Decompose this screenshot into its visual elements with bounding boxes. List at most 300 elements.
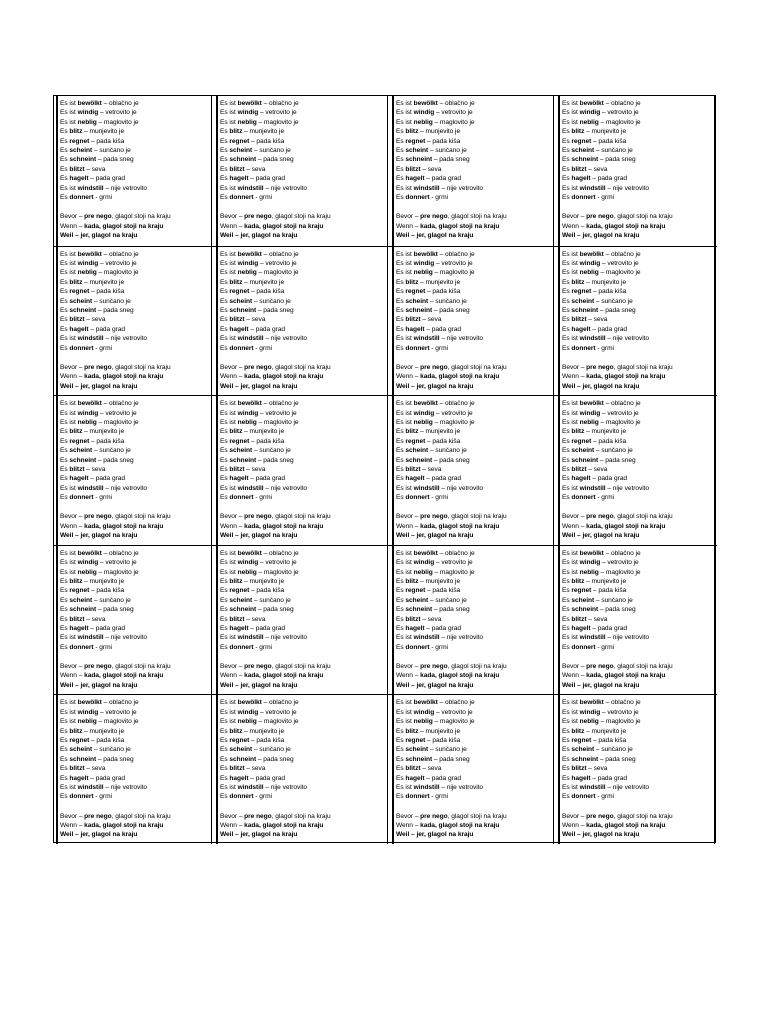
conjunction-meaning: jer, glagol na kraju <box>240 831 298 839</box>
vocab-card <box>390 395 556 545</box>
spacer <box>220 652 386 662</box>
conjunction-rest: , glagol stoji na kraju <box>447 513 507 521</box>
conjunction-rest: , glagol stoji na kraju <box>111 513 171 521</box>
phrase-translation: – nije vetrovito <box>263 484 308 492</box>
phrase-prefix: Es <box>562 625 572 633</box>
phrase-prefix: Es <box>60 475 70 483</box>
phrase-prefix: Es ist <box>220 568 238 576</box>
phrase-prefix: Es <box>562 475 572 483</box>
weather-phrase <box>562 409 713 418</box>
weather-phrase <box>396 633 552 642</box>
conjunction-rule <box>562 662 713 671</box>
phrase-prefix: Es ist <box>220 484 238 492</box>
phrase-translation: – seva <box>244 165 266 173</box>
phrase-term: windstill <box>413 634 440 642</box>
phrase-term: windig <box>413 708 435 716</box>
weather-phrase <box>396 484 552 493</box>
vocab-card <box>214 96 390 246</box>
phrase-translation: – maglovito je <box>598 419 641 426</box>
phrase-prefix: Es <box>60 587 70 595</box>
phrase-translation: – sunčano je <box>594 746 633 754</box>
conjunction-rest: , glagol stoji na kraju <box>613 812 673 820</box>
phrase-translation: – munjevito je <box>418 578 461 585</box>
conjunction-meaning: jer, glagol na kraju <box>582 232 640 240</box>
weather-phrase <box>220 174 386 183</box>
phrase-translation: – nije vetrovito <box>439 784 484 792</box>
conjunction-meaning: jer, glagol na kraju <box>240 681 298 689</box>
conjunction-rest: , glagol stoji na kraju <box>434 522 500 530</box>
phrase-translation: – pada sneg <box>256 456 294 464</box>
weather-phrase <box>60 764 210 773</box>
phrase-translation: – vetrovito je <box>258 708 297 716</box>
conjunction-dash: – <box>578 373 587 381</box>
weather-phrase <box>562 250 713 259</box>
phrase-term: regnet <box>571 288 592 296</box>
weather-phrase <box>60 399 210 408</box>
spacer <box>220 202 386 212</box>
phrase-prefix: Es ist <box>60 409 78 417</box>
phrase-term: schneint <box>229 606 257 614</box>
conjunction-word: Weil <box>220 681 234 689</box>
phrase-term: hagelt <box>69 325 89 333</box>
phrase-translation: – pada kiša <box>249 437 285 445</box>
conjunction-meaning: kada <box>420 822 435 830</box>
conjunction-dash: – <box>575 532 583 540</box>
vocab-card <box>390 694 556 844</box>
weather-phrase <box>60 493 210 502</box>
phrase-term: blitzt <box>571 165 587 173</box>
weather-phrase <box>562 108 713 117</box>
phrase-translation: - grmi <box>429 793 448 801</box>
weather-phrase <box>220 108 386 117</box>
vocab-card <box>54 395 214 545</box>
conjunction-rest: , glagol stoji na kraju <box>613 363 673 371</box>
phrase-translation: – sunčano je <box>252 746 291 754</box>
conjunction-dash: – <box>76 672 85 680</box>
phrase-prefix: Es ist <box>396 708 414 716</box>
weather-phrase <box>396 409 552 418</box>
weather-phrase <box>562 456 713 465</box>
conjunction-meaning: kada <box>244 222 259 230</box>
phrase-term: hagelt <box>229 625 249 633</box>
phrase-translation: – pada kiša <box>591 587 627 595</box>
weather-phrase <box>220 278 386 287</box>
phrase-translation: – vetrovito je <box>258 260 297 267</box>
conjunction-rule <box>396 821 552 830</box>
phrase-prefix: Es ist <box>220 118 238 126</box>
weather-phrase <box>396 558 552 567</box>
conjunction-meaning: kada <box>244 373 259 381</box>
conjunction-meaning: pre nego <box>84 363 112 371</box>
phrase-term: blitz <box>69 278 83 286</box>
phrase-translation: – nije vetrovito <box>439 184 484 192</box>
phrase-prefix: Es <box>562 137 572 145</box>
phrase-translation: – seva <box>84 615 106 623</box>
conjunction-rule <box>60 363 210 372</box>
weather-phrase <box>562 315 713 324</box>
weather-phrase <box>60 427 210 436</box>
phrase-term: bewölkt <box>579 549 604 557</box>
phrase-translation: – maglovito je <box>96 568 139 576</box>
phrase-prefix: Es <box>60 137 70 145</box>
phrase-term: bewölkt <box>413 549 438 557</box>
conjunction-dash: – <box>412 363 421 371</box>
conjunction-rest: , glagol stoji na kraju <box>111 812 171 820</box>
phrase-translation: – oblačno je <box>261 400 299 408</box>
weather-phrase <box>562 549 713 558</box>
conjunction-word: Wenn <box>60 522 77 530</box>
phrase-prefix: Es <box>60 297 70 305</box>
conjunction-dash: – <box>236 663 245 671</box>
weather-phrase <box>60 334 210 343</box>
phrase-prefix: Es <box>562 278 572 286</box>
weather-phrase <box>220 399 386 408</box>
phrase-translation: - grmi <box>429 643 448 651</box>
phrase-translation: – seva <box>244 615 266 623</box>
phrase-term: blitz <box>405 727 419 735</box>
weather-phrase <box>60 698 210 707</box>
conjunction-word: Weil <box>562 232 576 240</box>
conjunction-rest: , glagol stoji na kraju <box>258 522 324 530</box>
conjunction-rule <box>396 222 552 231</box>
phrase-prefix: Es <box>396 307 406 315</box>
phrase-translation: – pada sneg <box>598 606 636 614</box>
conjunction-word: Bevor <box>396 812 413 820</box>
conjunction-word: Wenn <box>220 672 237 680</box>
weather-phrase <box>396 764 552 773</box>
phrase-prefix: Es <box>562 494 572 502</box>
conjunction-meaning: kada <box>84 222 99 230</box>
phrase-term: hagelt <box>69 475 89 483</box>
phrase-prefix: Es <box>220 447 230 455</box>
phrase-translation: – seva <box>84 466 106 474</box>
conjunction-word: Weil <box>60 831 74 839</box>
phrase-prefix: Es ist <box>220 419 238 426</box>
phrase-prefix: Es ist <box>396 559 414 567</box>
phrase-translation: – munjevito je <box>242 278 285 286</box>
phrase-prefix: Es <box>562 175 572 183</box>
conjunction-rule <box>220 531 386 540</box>
phrase-translation: – sunčano je <box>92 147 131 155</box>
weather-phrase <box>220 306 386 315</box>
phrase-term: regnet <box>69 137 90 145</box>
phrase-term: schneint <box>405 156 433 164</box>
conjunction-word: Weil <box>396 831 410 839</box>
weather-phrase <box>396 474 552 483</box>
conjunction-rule <box>396 681 552 690</box>
conjunction-meaning: pre nego <box>244 213 272 221</box>
phrase-prefix: Es <box>60 615 70 623</box>
phrase-translation: – oblačno je <box>261 549 299 557</box>
weather-phrase <box>562 727 713 736</box>
phrase-term: blitz <box>229 578 243 585</box>
weather-phrase <box>60 344 210 353</box>
phrase-translation: – seva <box>84 765 106 773</box>
conjunction-rule <box>60 212 210 221</box>
conjunction-meaning: kada <box>84 672 99 680</box>
phrase-prefix: Es ist <box>562 549 580 557</box>
conjunction-rest: , glagol stoji na kraju <box>258 373 324 381</box>
weather-phrase <box>396 268 552 277</box>
phrase-term: neblig <box>579 269 599 277</box>
spacer <box>562 802 713 812</box>
phrase-translation: – sunčano je <box>594 147 633 155</box>
weather-phrase <box>396 193 552 202</box>
conjunction-word: Weil <box>220 382 234 390</box>
phrase-prefix: Es ist <box>220 260 238 267</box>
phrase-translation: – pada sneg <box>598 307 636 315</box>
phrase-term: windig <box>579 260 601 267</box>
weather-phrase <box>60 437 210 446</box>
phrase-term: bewölkt <box>579 699 604 707</box>
phrase-prefix: Es <box>220 606 230 614</box>
phrase-term: bewölkt <box>237 549 262 557</box>
conjunction-meaning: jer, glagol na kraju <box>80 382 138 390</box>
conjunction-dash: – <box>409 232 417 240</box>
conjunction-meaning: pre nego <box>244 663 272 671</box>
weather-phrase <box>220 484 386 493</box>
phrase-term: schneint <box>229 755 257 763</box>
phrase-term: regnet <box>69 737 90 744</box>
phrase-term: hagelt <box>571 774 591 782</box>
phrase-term: bewölkt <box>237 100 262 107</box>
weather-phrase <box>562 736 713 745</box>
vocab-card <box>556 395 717 545</box>
phrase-translation: – pada kiša <box>425 587 461 595</box>
phrase-prefix: Es <box>562 587 572 595</box>
conjunction-rule <box>562 512 713 521</box>
conjunction-word: Bevor <box>220 513 237 521</box>
conjunction-word: Weil <box>396 382 410 390</box>
conjunction-meaning: kada <box>586 672 601 680</box>
phrase-prefix: Es <box>396 587 406 595</box>
phrase-prefix: Es <box>220 765 230 773</box>
weather-phrase <box>60 717 210 726</box>
vocab-card <box>556 545 717 695</box>
phrase-translation: – pada sneg <box>256 755 294 763</box>
phrase-translation: – nije vetrovito <box>605 634 650 642</box>
weather-phrase <box>60 127 210 136</box>
phrase-term: schneint <box>405 606 433 614</box>
phrase-translation: – vetrovito je <box>600 409 639 417</box>
phrase-term: donnert <box>229 494 254 502</box>
phrase-translation: – oblačno je <box>603 699 641 707</box>
weather-phrase <box>220 755 386 764</box>
phrase-term: neblig <box>77 568 97 576</box>
conjunction-meaning: kada <box>586 822 601 830</box>
vocab-card <box>390 246 556 396</box>
phrase-translation: – vetrovito je <box>258 409 297 417</box>
phrase-translation: – sunčano je <box>428 147 467 155</box>
weather-phrase <box>220 137 386 146</box>
phrase-prefix: Es ist <box>562 784 580 792</box>
phrase-translation: – sunčano je <box>428 746 467 754</box>
conjunction-rule <box>396 363 552 372</box>
phrase-translation: – sunčano je <box>92 297 131 305</box>
phrase-term: schneint <box>69 755 97 763</box>
phrase-translation: – pada grad <box>424 175 461 183</box>
conjunction-rule <box>396 522 552 531</box>
phrase-prefix: Es ist <box>220 100 238 107</box>
phrase-translation: – pada grad <box>88 325 125 333</box>
phrase-prefix: Es <box>396 765 406 773</box>
phrase-prefix: Es ist <box>220 559 238 567</box>
phrase-prefix: Es <box>562 727 572 735</box>
phrase-prefix: Es <box>60 793 70 801</box>
conjunction-meaning: kada <box>244 522 259 530</box>
phrase-translation: – pada grad <box>88 774 125 782</box>
phrase-term: donnert <box>69 344 94 352</box>
phrase-term: neblig <box>579 118 599 126</box>
weather-phrase <box>220 474 386 483</box>
conjunction-rest: , glagol stoji na kraju <box>613 213 673 221</box>
weather-phrase <box>396 344 552 353</box>
weather-phrase <box>562 399 713 408</box>
phrase-prefix: Es <box>60 165 70 173</box>
conjunction-rest: , glagol stoji na kraju <box>271 213 331 221</box>
phrase-translation: - grmi <box>595 643 614 651</box>
phrase-translation: - grmi <box>595 494 614 502</box>
phrase-translation: – oblačno je <box>101 100 139 107</box>
conjunction-rest: , glagol stoji na kraju <box>111 363 171 371</box>
phrase-prefix: Es ist <box>220 400 238 408</box>
conjunction-meaning: jer, glagol na kraju <box>80 681 138 689</box>
weather-phrase <box>396 577 552 586</box>
phrase-translation: – nije vetrovito <box>439 335 484 343</box>
conjunction-dash: – <box>76 213 85 221</box>
weather-phrase <box>60 137 210 146</box>
phrase-prefix: Es <box>60 344 70 352</box>
phrase-term: hagelt <box>229 175 249 183</box>
phrase-prefix: Es <box>60 606 70 614</box>
phrase-translation: – maglovito je <box>256 419 299 426</box>
weather-phrase <box>220 568 386 577</box>
phrase-term: schneint <box>405 755 433 763</box>
phrase-term: neblig <box>413 269 433 277</box>
conjunction-meaning: pre nego <box>244 513 272 521</box>
vocab-card <box>390 545 556 695</box>
phrase-prefix: Es ist <box>60 568 78 576</box>
phrase-translation: – pada sneg <box>432 755 470 763</box>
phrase-term: donnert <box>229 344 254 352</box>
conjunction-meaning: jer, glagol na kraju <box>582 532 640 540</box>
phrase-term: schneint <box>405 456 433 464</box>
phrase-term: donnert <box>69 643 94 651</box>
phrase-translation: – oblačno je <box>261 100 299 107</box>
conjunction-meaning: jer, glagol na kraju <box>416 681 474 689</box>
phrase-term: scheint <box>229 447 253 455</box>
phrase-prefix: Es <box>396 746 406 754</box>
phrase-prefix: Es <box>60 428 70 436</box>
phrase-translation: – vetrovito je <box>434 409 473 417</box>
weather-phrase <box>396 334 552 343</box>
phrase-term: donnert <box>571 494 596 502</box>
phrase-prefix: Es ist <box>60 549 78 557</box>
phrase-prefix: Es <box>220 466 230 474</box>
phrase-translation: – maglovito je <box>598 568 641 576</box>
phrase-prefix: Es <box>60 288 70 296</box>
phrase-prefix: Es <box>562 128 572 136</box>
phrase-prefix: Es ist <box>396 568 414 576</box>
conjunction-dash: – <box>233 681 241 689</box>
weather-phrase <box>562 427 713 436</box>
phrase-translation: – maglovito je <box>96 269 139 277</box>
phrase-term: blitzt <box>405 615 421 623</box>
phrase-term: scheint <box>69 746 93 754</box>
conjunction-dash: – <box>578 812 587 820</box>
conjunction-rule <box>562 830 713 839</box>
weather-phrase <box>562 287 713 296</box>
phrase-prefix: Es <box>60 625 70 633</box>
vocab-card <box>54 694 214 844</box>
phrase-term: blitzt <box>69 165 85 173</box>
conjunction-meaning: jer, glagol na kraju <box>416 831 474 839</box>
phrase-prefix: Es ist <box>562 260 580 267</box>
phrase-term: neblig <box>579 568 599 576</box>
phrase-translation: – pada kiša <box>89 288 125 296</box>
phrase-translation: – nije vetrovito <box>605 184 650 192</box>
phrase-prefix: Es <box>562 606 572 614</box>
conjunction-rest: , glagol stoji na kraju <box>434 672 500 680</box>
phrase-prefix: Es <box>562 578 572 585</box>
phrase-term: donnert <box>69 793 94 801</box>
phrase-term: blitzt <box>229 165 245 173</box>
phrase-prefix: Es <box>60 765 70 773</box>
weather-phrase <box>60 99 210 108</box>
phrase-term: blitz <box>405 428 419 436</box>
weather-phrase <box>396 783 552 792</box>
vocab-card <box>214 246 390 396</box>
weather-phrase <box>220 325 386 334</box>
weather-phrase <box>562 605 713 614</box>
phrase-prefix: Es <box>562 297 572 305</box>
phrase-translation: – pada sneg <box>96 606 134 614</box>
phrase-translation: – maglovito je <box>598 269 641 277</box>
phrase-term: windig <box>77 260 99 267</box>
conjunction-dash: – <box>76 373 85 381</box>
conjunction-word: Wenn <box>562 522 579 530</box>
phrase-term: donnert <box>571 793 596 801</box>
weather-phrase <box>60 409 210 418</box>
weather-phrase <box>562 278 713 287</box>
phrase-translation: - grmi <box>595 344 614 352</box>
conjunction-rest: , glagol stoji na kraju <box>434 222 500 230</box>
phrase-translation: – oblačno je <box>101 549 139 557</box>
phrase-translation: – nije vetrovito <box>605 335 650 343</box>
phrase-translation: – pada grad <box>590 625 627 633</box>
conjunction-rule <box>562 821 713 830</box>
weather-phrase <box>220 456 386 465</box>
conjunction-word: Bevor <box>396 513 413 521</box>
weather-phrase <box>220 783 386 792</box>
conjunction-rule <box>396 671 552 680</box>
phrase-term: schneint <box>571 156 599 164</box>
weather-phrase <box>220 549 386 558</box>
conjunction-word: Bevor <box>396 663 413 671</box>
conjunction-rule <box>562 372 713 381</box>
weather-phrase <box>396 278 552 287</box>
phrase-term: schneint <box>69 456 97 464</box>
phrase-translation: – oblačno je <box>437 100 475 107</box>
phrase-term: schneint <box>571 456 599 464</box>
phrase-prefix: Es <box>396 175 406 183</box>
phrase-prefix: Es <box>562 456 572 464</box>
weather-phrase <box>562 596 713 605</box>
conjunction-rule <box>562 671 713 680</box>
phrase-term: bewölkt <box>77 250 102 258</box>
phrase-term: neblig <box>413 118 433 126</box>
weather-phrase <box>562 624 713 633</box>
